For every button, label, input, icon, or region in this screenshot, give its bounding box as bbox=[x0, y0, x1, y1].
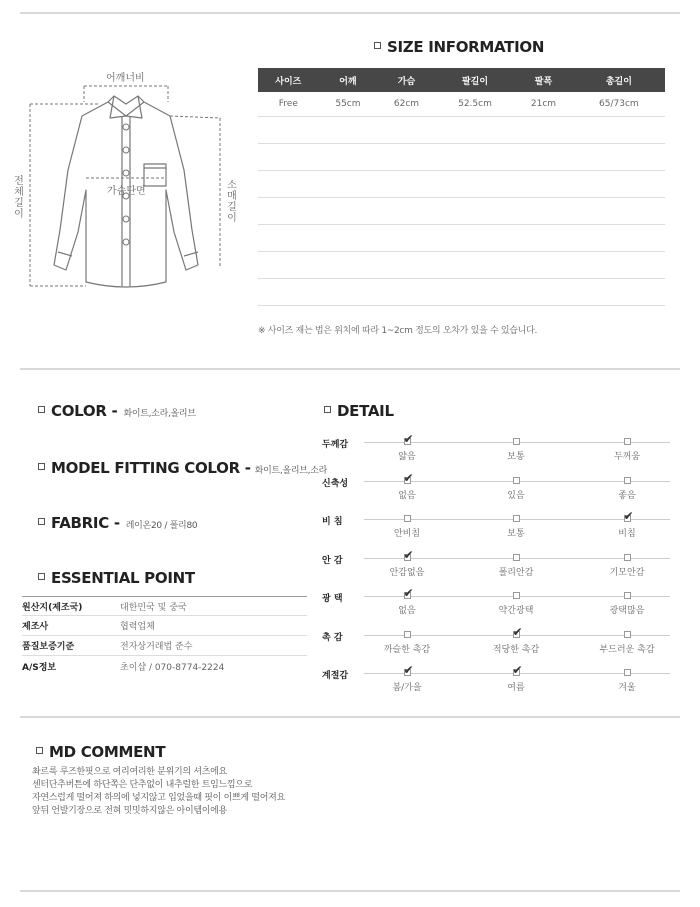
detail-option-label: 두꺼움 bbox=[613, 452, 641, 462]
model-fitting-heading: MODEL FITTING COLOR - 화이트,올리브,소라 bbox=[38, 459, 327, 477]
essential-key: 원산지(제조국) bbox=[22, 602, 83, 613]
detail-option bbox=[372, 514, 442, 539]
square-bullet-icon bbox=[38, 463, 45, 470]
checkbox-icon bbox=[403, 663, 414, 677]
fabric-heading: FABRIC - 레이온20 / 폴리80 bbox=[38, 514, 197, 532]
table-row-empty bbox=[258, 170, 665, 197]
detail-row bbox=[322, 547, 670, 579]
color-heading: COLOR - 화이트,소라,올리브 bbox=[38, 402, 196, 420]
square-bullet-icon bbox=[36, 747, 43, 754]
detail-option bbox=[481, 553, 551, 578]
square-bullet-icon bbox=[374, 42, 381, 49]
detail-row-label: 안 감 bbox=[322, 555, 343, 566]
detail-option-label: 보통 bbox=[507, 529, 525, 539]
checkbox-icon bbox=[513, 554, 520, 561]
checkbox-icon bbox=[624, 631, 631, 638]
checkbox-icon bbox=[624, 669, 631, 676]
detail-option-label: 비침 bbox=[618, 529, 636, 539]
size-cell: Free bbox=[258, 92, 319, 116]
detail-row bbox=[322, 624, 670, 656]
md-comment-line: 자연스럽게 떨어져 하의에 넣지않고 입었을때 핏이 이쁘게 떨어져요 bbox=[32, 793, 285, 803]
detail-option bbox=[481, 437, 551, 462]
detail-row bbox=[322, 432, 670, 463]
detail-option-label: 겨울 bbox=[618, 683, 636, 693]
essential-key: 품질보증기준 bbox=[22, 642, 75, 652]
table-row-empty bbox=[258, 116, 665, 143]
md-comment-line: 센터단추버튼에 하단쪽은 단추없이 내추럴한 트임느낌으로 bbox=[32, 780, 253, 790]
detail-option bbox=[592, 591, 662, 616]
square-bullet-icon bbox=[38, 518, 45, 525]
chest-label: 가슴단면 bbox=[107, 186, 146, 197]
checkmark-icon: ✔ bbox=[403, 663, 414, 677]
essential-value: 초이샵 / 070-8774-2224 bbox=[120, 662, 225, 673]
essential-key: A/S정보 bbox=[22, 662, 57, 673]
detail-option bbox=[481, 591, 551, 616]
md-comment-heading: MD COMMENT bbox=[36, 743, 165, 761]
detail-row-label: 광 택 bbox=[322, 594, 343, 604]
detail-option bbox=[481, 663, 551, 693]
size-cell: 52.5cm bbox=[436, 92, 515, 116]
detail-option-label: 부드러운 촉감 bbox=[599, 644, 655, 655]
detail-option bbox=[481, 624, 551, 655]
essential-key: 제조사 bbox=[22, 622, 49, 632]
size-header-cell: 어깨 bbox=[319, 68, 378, 92]
essential-heading: ESSENTIAL POINT bbox=[38, 569, 195, 587]
fabric-value: 레이온20 / 폴리80 bbox=[125, 521, 198, 531]
size-cell: 62cm bbox=[377, 92, 436, 116]
shirt-illustration bbox=[20, 60, 250, 300]
detail-option bbox=[481, 476, 551, 501]
essential-value: 대한민국 및 중국 bbox=[120, 602, 187, 613]
table-row-empty bbox=[258, 197, 665, 224]
detail-option-label: 기모안감 bbox=[609, 567, 645, 578]
checkbox-icon bbox=[512, 624, 523, 639]
table-row bbox=[22, 596, 307, 616]
checkbox-icon bbox=[624, 438, 631, 445]
table-row-empty bbox=[258, 251, 665, 278]
detail-option-label: 폴리안감 bbox=[498, 567, 534, 578]
detail-option bbox=[372, 663, 442, 693]
essential-value: 협력업체 bbox=[120, 622, 155, 632]
detail-row-label: 비 침 bbox=[322, 517, 343, 527]
checkbox-icon bbox=[513, 477, 520, 484]
checkbox-icon bbox=[624, 554, 631, 561]
detail-row bbox=[322, 470, 670, 502]
detail-option bbox=[592, 630, 662, 655]
checkbox-icon bbox=[403, 432, 414, 446]
detail-option-label: 약간광택 bbox=[498, 606, 534, 616]
checkmark-icon: ✔ bbox=[403, 432, 414, 446]
size-header-cell: 총길이 bbox=[573, 68, 665, 92]
detail-option bbox=[592, 509, 662, 539]
detail-option-label: 여름 bbox=[507, 683, 525, 693]
checkbox-icon bbox=[404, 515, 411, 522]
detail-row-label: 계절감 bbox=[322, 671, 349, 681]
detail-option-label: 있음 bbox=[507, 490, 525, 501]
detail-option bbox=[372, 470, 442, 501]
shoulder-label: 어깨너비 bbox=[106, 73, 145, 84]
checkbox-icon bbox=[623, 509, 634, 523]
essential-value: 전자상거래법 준수 bbox=[120, 642, 193, 652]
table-row bbox=[22, 636, 307, 656]
square-bullet-icon bbox=[38, 406, 45, 413]
size-cell: 21cm bbox=[514, 92, 573, 116]
detail-option bbox=[592, 476, 662, 501]
detail-option bbox=[481, 514, 551, 539]
detail-option bbox=[592, 437, 662, 462]
checkbox-icon bbox=[624, 592, 631, 599]
detail-option-label: 봄/가을 bbox=[392, 683, 422, 693]
checkmark-icon: ✔ bbox=[512, 624, 523, 639]
square-bullet-icon bbox=[324, 406, 331, 413]
size-table bbox=[258, 68, 665, 306]
detail-row-label: 촉 감 bbox=[322, 632, 343, 643]
size-header-cell: 팔길이 bbox=[436, 68, 515, 92]
model-fitting-value: 화이트,올리브,소라 bbox=[254, 466, 327, 476]
checkbox-icon bbox=[513, 515, 520, 522]
size-cell: 55cm bbox=[319, 92, 378, 116]
color-value: 화이트,소라,올리브 bbox=[123, 409, 196, 419]
detail-option bbox=[372, 586, 442, 616]
detail-option bbox=[592, 553, 662, 578]
size-header-cell: 사이즈 bbox=[258, 68, 319, 92]
checkbox-icon bbox=[403, 547, 414, 562]
checkbox-icon bbox=[624, 477, 631, 484]
detail-option-label: 보통 bbox=[507, 452, 525, 462]
square-bullet-icon bbox=[38, 573, 45, 580]
table-row bbox=[22, 616, 307, 636]
size-header-cell: 팔폭 bbox=[514, 68, 573, 92]
detail-option-label: 없음 bbox=[398, 606, 416, 616]
checkbox-icon bbox=[513, 438, 520, 445]
detail-option-label: 안감없음 bbox=[389, 567, 425, 578]
detail-option bbox=[592, 668, 662, 693]
detail-option-label: 까슬한 촉감 bbox=[383, 644, 431, 655]
detail-heading: DETAIL bbox=[324, 402, 394, 420]
detail-option-label: 없음 bbox=[398, 490, 416, 501]
detail-row-label: 신축성 bbox=[322, 478, 349, 489]
checkmark-icon: ✔ bbox=[512, 663, 523, 677]
detail-row bbox=[322, 586, 670, 617]
section-divider bbox=[20, 716, 680, 718]
size-info-title: SIZE INFORMATION bbox=[374, 38, 544, 56]
table-row bbox=[258, 92, 665, 116]
table-row-empty bbox=[258, 224, 665, 251]
table-row-empty bbox=[258, 278, 665, 305]
checkmark-icon: ✔ bbox=[403, 470, 414, 485]
section-divider bbox=[20, 368, 680, 370]
detail-row-label: 두께감 bbox=[322, 440, 349, 450]
sleeve-length-label: 소매길이 bbox=[227, 180, 237, 224]
detail-option-label: 적당한 촉감 bbox=[492, 644, 540, 655]
table-row bbox=[22, 656, 307, 676]
detail-option bbox=[372, 547, 442, 578]
detail-option bbox=[372, 432, 442, 462]
checkmark-icon: ✔ bbox=[403, 547, 414, 562]
bottom-divider bbox=[20, 890, 680, 892]
checkbox-icon bbox=[512, 663, 523, 677]
top-divider bbox=[20, 12, 680, 14]
checkmark-icon: ✔ bbox=[623, 509, 634, 523]
shirt-diagram bbox=[14, 60, 250, 300]
detail-row bbox=[322, 509, 670, 540]
size-table-header bbox=[258, 68, 665, 92]
size-header-cell: 가슴 bbox=[377, 68, 436, 92]
md-comment-line: 앞뒤 언발기장으로 전혀 밋밋하지않은 아이템이에용 bbox=[32, 806, 227, 816]
detail-option-label: 안비침 bbox=[393, 529, 421, 539]
checkbox-icon bbox=[404, 631, 411, 638]
checkbox-icon bbox=[403, 470, 414, 485]
detail-option-label: 얇음 bbox=[398, 452, 416, 462]
checkbox-icon bbox=[403, 586, 414, 600]
checkbox-icon bbox=[513, 592, 520, 599]
detail-option-label: 좋음 bbox=[618, 490, 636, 501]
size-cell: 65/73cm bbox=[573, 92, 665, 116]
table-row-empty bbox=[258, 143, 665, 170]
detail-option-label: 광택많음 bbox=[609, 606, 645, 616]
detail-option bbox=[372, 630, 442, 655]
md-comment-text bbox=[32, 766, 285, 818]
essential-table bbox=[22, 596, 307, 676]
checkmark-icon: ✔ bbox=[403, 586, 414, 600]
md-comment-line: 촤르륵 루즈한핏으로 여리여리한 분위기의 셔츠에요 bbox=[32, 767, 227, 777]
total-length-label: 전체길이 bbox=[14, 176, 24, 220]
detail-row bbox=[322, 663, 670, 694]
size-note: ※ 사이즈 재는 법은 위치에 따라 1~2cm 정도의 오차가 있을 수 있습니다. bbox=[258, 326, 538, 336]
